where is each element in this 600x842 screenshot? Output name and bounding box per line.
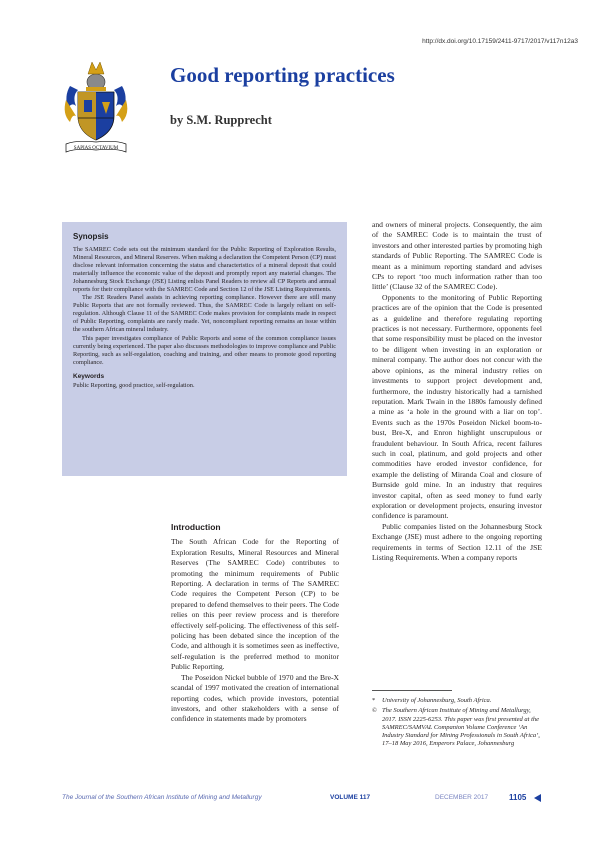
page-footer [62, 793, 580, 807]
synopsis-paragraph: The SAMREC Code sets out the minimum standard for the Public Reporting of Exploration Results, Mineral Resources, and Mineral Reserves. When making a declaration the Competent Person (CP) must disclose relevant information concerning the status and characteristics of a mineral deposit that could materially influence the economic value of the deposit and promptly report any material changes. The Johannesburg Stock Exchange (JSE) Listing enlists Panel Readers to review all CP Reports and annual reports for their compliance with the SAMREC Code and Section 12 of the JSE Listing Requirements. [73, 246, 336, 294]
doi-link[interactable]: http://dx.doi.org/10.17159/2411-9717/2017/v117n12a3 [422, 38, 578, 45]
body-paragraph: Public companies listed on the Johannesburg Stock Exchange (JSE) must adhere to the ongoing reporting requirements in terms of Section 12.11 of the JSE Listing Requirements. When a company reports [372, 521, 542, 562]
crest-motto: SAPIAS OCTAVIUM [73, 146, 119, 151]
synopsis-box [62, 222, 347, 476]
footnote [372, 707, 544, 748]
body-paragraph: and owners of mineral projects. Consequently, the aim of the SAMREC Code is to maintain the trust of investors and other interested parties by promoting high standards of Public Reporting. The SAMREC Code is meant as a minimum reporting standard and advises CPs to report ‘too much information rather than too little’ (Clause 32 of the SAMREC Code). [372, 220, 542, 292]
footnotes [372, 697, 544, 751]
footnote-text: University of Johannesburg, South Africa. [382, 697, 492, 704]
introduction-heading: Introduction [171, 522, 221, 532]
synopsis-paragraph: This paper investigates compliance of Public Reports and some of the common compliance issues currently being experienced. The paper also discusses methodologies to improve compliance and Public Reporting, such as self-regulation, coaching and training, and other means to promote good reporting compliance. [73, 334, 336, 366]
volume-label: VOLUME 117 [330, 794, 371, 801]
page-number: 1105 [509, 793, 527, 802]
journal-name: The Journal of the Southern African Institute of Mining and Metallurgy [62, 794, 262, 801]
body-paragraph: The South African Code for the Reporting of Exploration Results, Mineral Resources and Mineral Reserves (The SAMREC Code) contributes to promoting the minimum requirements of Public Reporting. A declaration in terms of The SAMREC Code requires the Competent Person (CP) to be prepared to defend themselves to their peers. The Code relies on this peer review process and is therefore effectively self-policing. The effectiveness of this self-policing has been debated since the inception of the Code, and although it is sometimes seen as ineffective, self-regulation is the preferred method to monitor Public Reporting. [171, 537, 339, 672]
triangle-left-icon [534, 794, 541, 802]
author-byline: by S.M. Rupprecht [170, 113, 272, 127]
keywords-heading: Keywords [73, 372, 105, 380]
university-crest-logo [62, 56, 130, 156]
footnote-divider [372, 690, 452, 691]
body-paragraph: The Poseidon Nickel bubble of 1970 and the Bre-X scandal of 1997 motivated the creation of international reporting codes, which provide investors, potential investors, and other stakeholders with a sense of confidence in statements made by promoters [171, 672, 339, 724]
page-title: Good reporting practices [170, 63, 395, 87]
footnote-mark: © [372, 707, 377, 715]
body-paragraph: Opponents to the monitoring of Public Reporting practices are of the opinion that the Code is presented as a guideline and therefore regulating reporting practices is not necessary. Furthermore, opponents feel that some responsibility must be placed on the investor to be diligent when investing in an exploration or mineral company. The author does not concur with the above opinions, as the mineral industry relies on investments to support project development and, furthermore, the industry historically had a tarnished reputation. Mark Twain in the 1880s famously defined a mine as ‘a hole in the ground with a liar on top’. Events such as the 1970s Poseidon Nickel boom-to-bust, Bre-X, and Enron highlight unscrupulous or fraudulent behaviour. In South Africa, recent failures such in coal, platinum, and gold projects and other commodities have eroded investor confidence, for example the delisting of Miranda Coal and closure of Burnside gold mine. In an industry that requires investor capital, often as seed money to fund early exploration or development projects, ensuring investor confidence is paramount. [372, 292, 542, 521]
footnote-text: The Southern African Institute of Mining and Metallurgy, 2017. ISSN 2225-6253. This paper was first presented at the SAMREC/SAMVAL Companion Volume Conference ‘An Industry Standard for Mining Professionals in South Africa’, 17–18 May 2016, Emperors Palace, Johannesburg [382, 707, 540, 748]
issue-date: DECEMBER 2017 [435, 794, 489, 801]
footnote-mark: * [372, 697, 376, 704]
synopsis-heading: Synopsis [73, 232, 109, 241]
keywords-text: Public Reporting, good practice, self-regulation. [73, 381, 195, 389]
synopsis-paragraph: The JSE Readers Panel assists in achieving reporting compliance. However there are still many Public Reports that are not formally reviewed. Thus, the SAMREC Code is largely reliant on self-regulation. Although Clause 11 of the SAMREC Code makes provision for complaints made in respect of Public Reporting, complaints are rarely made. Yet, noncompliant reporting remains an issue within the southern African mineral industry. [73, 294, 336, 334]
footnote [372, 697, 544, 705]
introduction-section [171, 522, 339, 725]
right-column [372, 220, 542, 563]
